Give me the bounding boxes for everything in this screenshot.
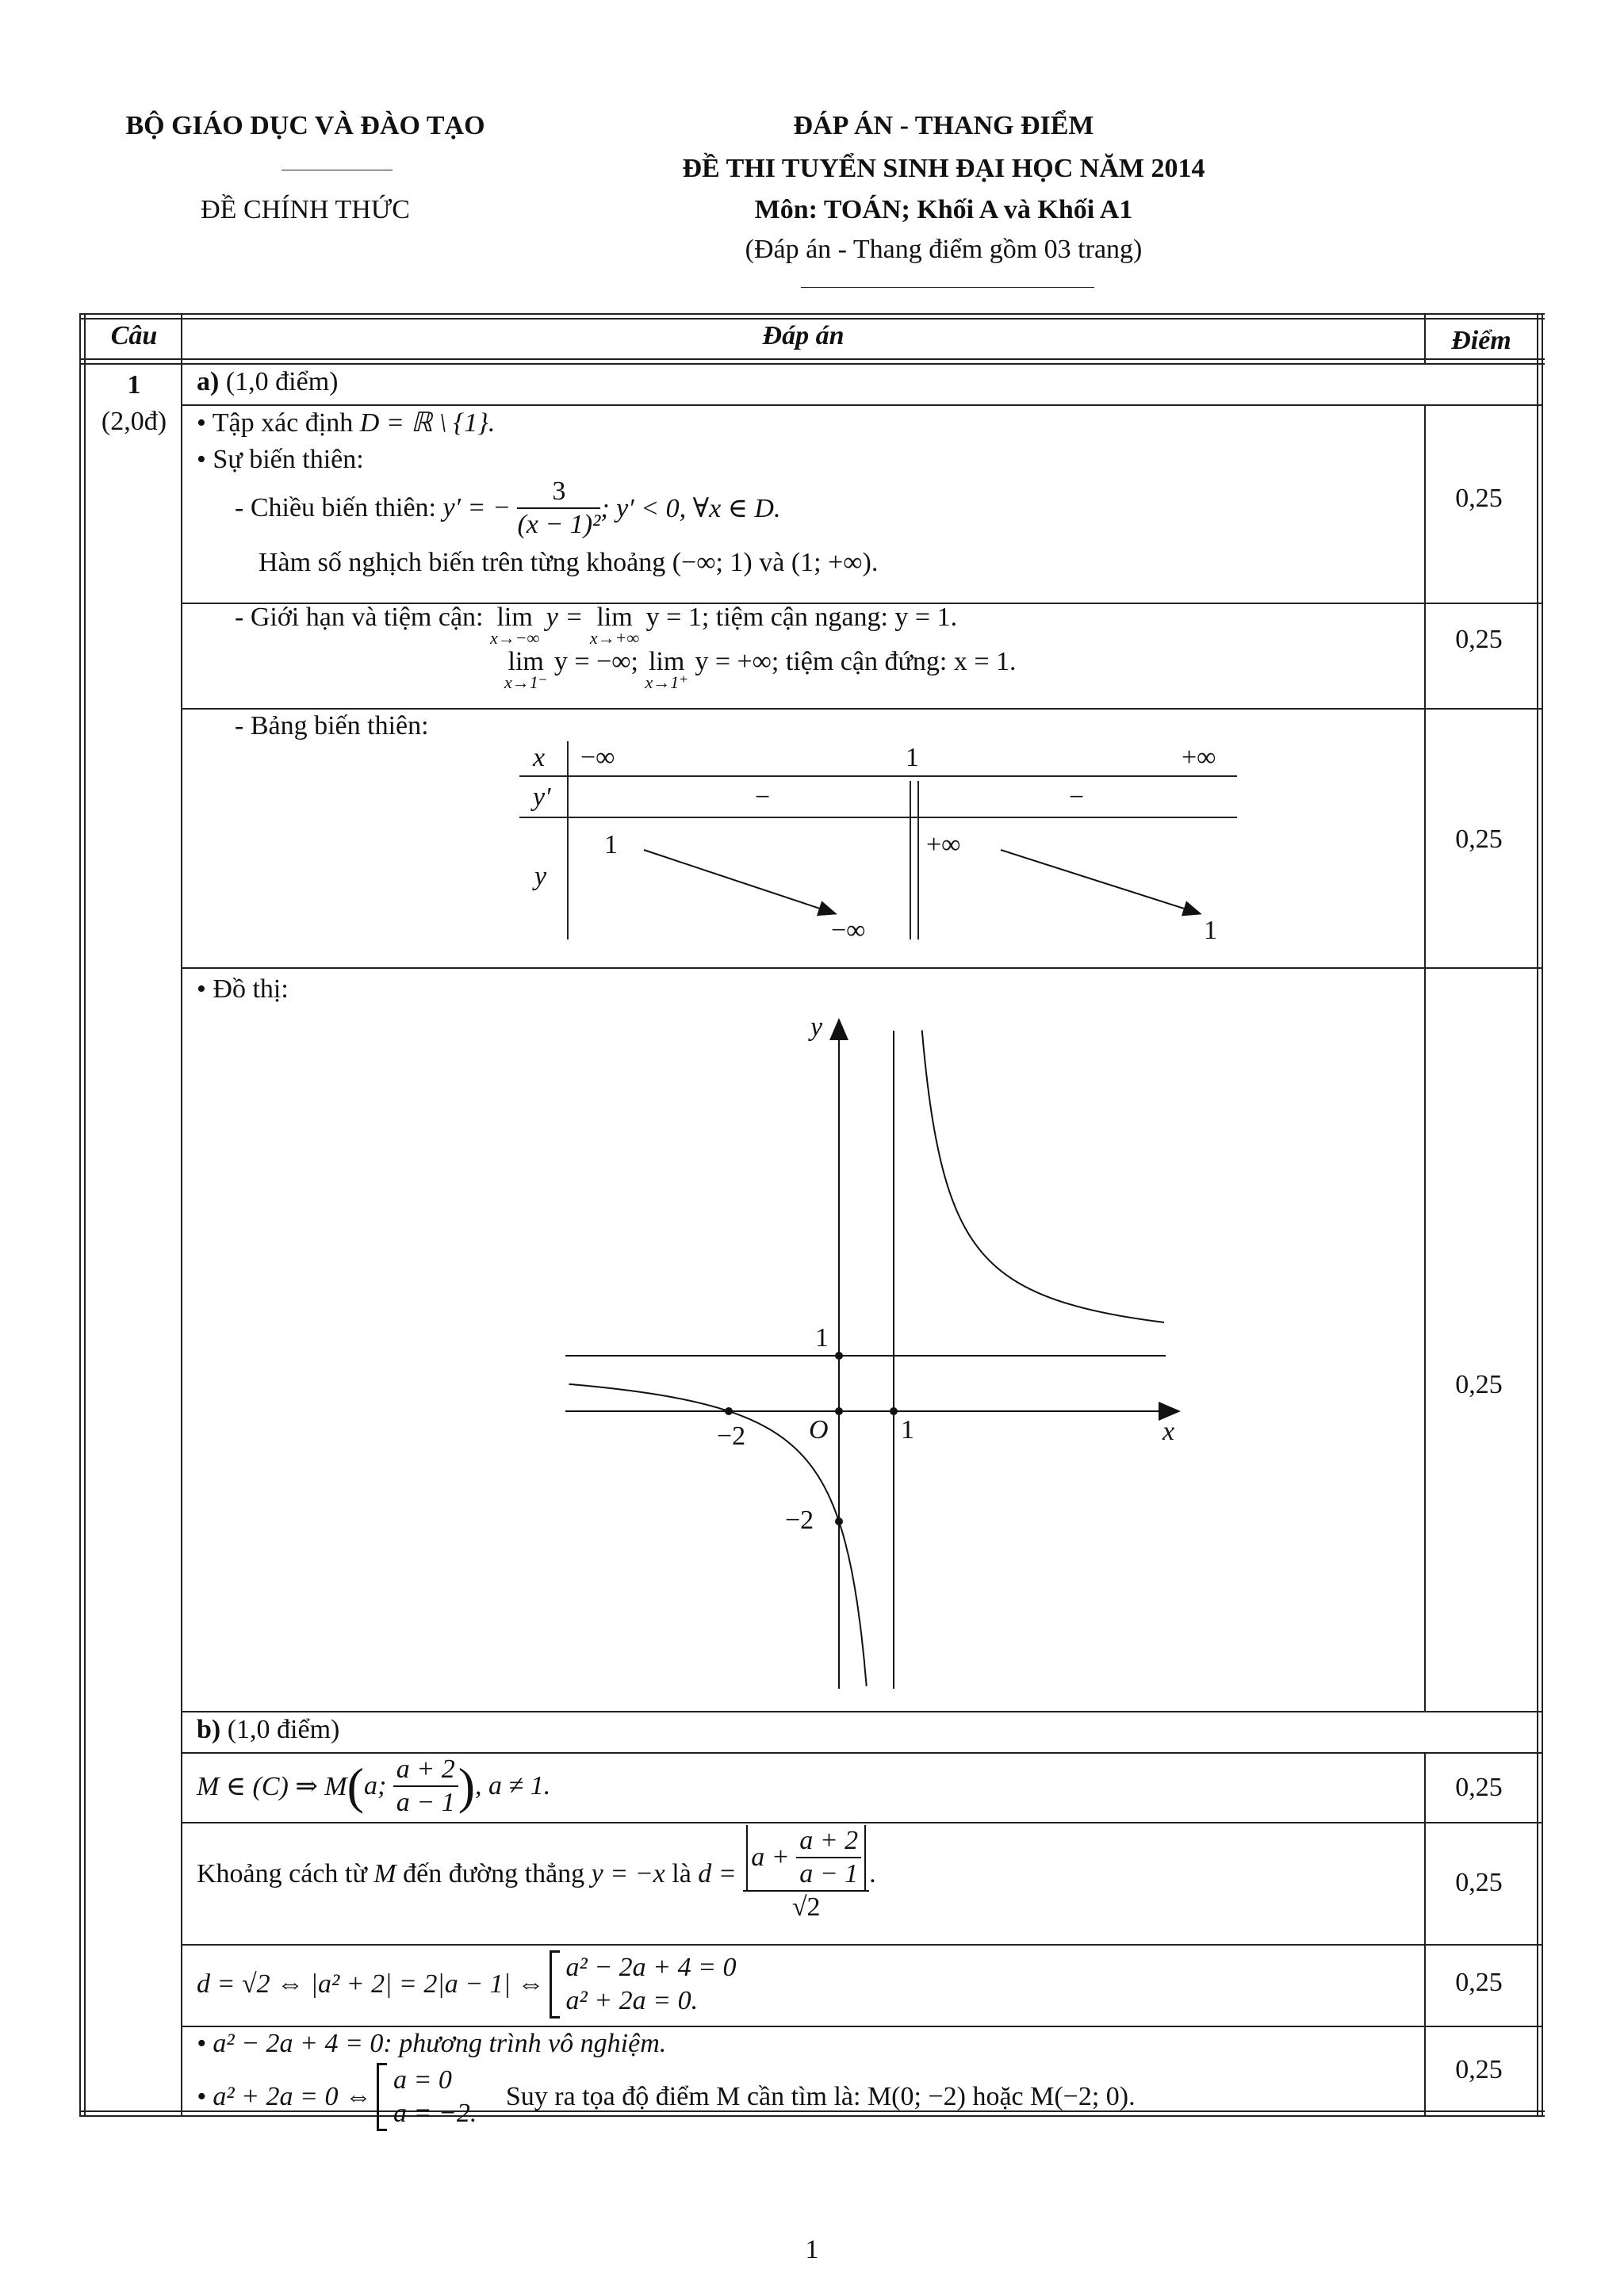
point-rest: , a ≠ 1.	[475, 1771, 551, 1800]
eq-cases	[566, 1951, 737, 2018]
point-x-one	[890, 1407, 898, 1415]
paren-close: )	[458, 1758, 476, 1814]
case1-text: • a² − 2a + 4 = 0: phương trình vô nghiệm.	[197, 2029, 667, 2058]
paren-open: (	[347, 1758, 364, 1814]
curve-branch-right	[922, 1030, 1164, 1322]
distance-inner-fraction	[796, 1825, 861, 1890]
abs-value	[746, 1825, 866, 1890]
point-on-curve-line	[197, 1754, 550, 1819]
conclusion-text: Suy ra tọa độ điểm M cần tìm là: M(0; −2) hoặc M(−2; 0).	[505, 2082, 1136, 2111]
graph-tick-y-neg2: −2	[785, 1506, 814, 1535]
case2-b: a = −2.	[393, 2099, 477, 2128]
vt-x-neg-inf: −∞	[580, 743, 615, 772]
vt-y-left-top: 1	[604, 830, 618, 859]
table-heading: - Bảng biến thiên:	[235, 711, 429, 740]
graph-x-label: x	[1162, 1417, 1175, 1446]
vt-yp-right: −	[1069, 783, 1085, 812]
lim2-rest: y = 1; tiệm cận ngang: y = 1.	[645, 603, 958, 632]
official-label: ĐỀ CHÍNH THỨC	[201, 195, 410, 224]
lim-word-4: lim	[648, 647, 685, 676]
point-a: a;	[363, 1771, 387, 1800]
question-number: 1	[127, 370, 141, 400]
part-a-label: a)	[197, 367, 220, 396]
distance-la: là	[672, 1859, 691, 1888]
question-points: (2,0đ)	[101, 407, 167, 436]
ministry-name: BỘ GIÁO DỤC VÀ ĐÀO TẠO	[125, 111, 485, 140]
vt-x-one: 1	[906, 743, 919, 772]
limits-text: - Giới hạn và tiệm cận:	[235, 603, 484, 632]
subject-line: Môn: TOÁN; Khối A và Khối A1	[754, 195, 1133, 224]
vt-y-right-top: +∞	[926, 830, 961, 859]
case2-bracket	[377, 2063, 387, 2131]
distance-period: .	[869, 1859, 876, 1888]
monotone-text: Hàm số nghịch biến trên từng khoảng (−∞; 1) và (1; +∞).	[259, 548, 879, 577]
lim-word-1: lim	[496, 603, 533, 632]
part-b-points: (1,0 điểm)	[227, 1715, 340, 1744]
distance-inner-den: a − 1	[799, 1859, 859, 1888]
lim-word-2: lim	[596, 603, 633, 632]
derivative-lhs: y′ = −	[442, 493, 511, 522]
lim1-sub: x→−∞	[490, 628, 540, 648]
direction-text: - Chiều biến thiên:	[235, 493, 437, 522]
lim3-rest: y = −∞;	[553, 647, 638, 676]
distance-line-eq: y = −x	[591, 1859, 665, 1888]
score-b4: 0,25	[1455, 2055, 1503, 2084]
case2-lhs: • a² + 2a = 0 ⇔	[197, 2082, 372, 2111]
exam-title: ĐỀ THI TUYỂN SINH ĐẠI HỌC NĂM 2014	[682, 154, 1205, 183]
variation-heading: • Sự biến thiên:	[197, 445, 364, 474]
graph-origin-label: O	[809, 1415, 829, 1445]
point-fraction	[393, 1754, 458, 1819]
distance-fraction	[743, 1825, 869, 1923]
case2-line	[197, 2063, 1136, 2131]
graph-y-label: y	[810, 1012, 823, 1042]
distance-numerator	[743, 1825, 869, 1892]
distance-line	[197, 1825, 876, 1923]
lim3-sub: x→1⁻	[504, 672, 548, 692]
col-header-question: Câu	[110, 321, 158, 350]
vt-y-label: y	[534, 862, 547, 891]
lim-word-3: lim	[508, 647, 544, 676]
point-num: a + 2	[393, 1754, 458, 1787]
score-a1: 0,25	[1455, 484, 1503, 513]
row-sep-5	[181, 1822, 1542, 1823]
point-lhs: M ∈ (C) ⇒ M	[197, 1772, 347, 1801]
col-header-score: Điểm	[1451, 326, 1511, 355]
score-a2: 0,25	[1455, 625, 1503, 654]
distance-text: Khoảng cách từ	[197, 1859, 367, 1888]
eq-case1: a² − 2a + 4 = 0	[565, 1953, 737, 1982]
eq-lhs: d = √2 ⇔ |a² + 2| = 2|a − 1| ⇔	[197, 1969, 545, 1999]
lim2-sub: x→+∞	[589, 628, 640, 648]
vt-x-label: x	[533, 743, 546, 772]
part-b-label: b)	[197, 1715, 221, 1744]
doc-title: ĐÁP ÁN - THANG ĐIỂM	[793, 111, 1094, 140]
vt-y-right-bottom: 1	[1204, 916, 1217, 945]
distance-d: d =	[698, 1859, 737, 1888]
case2-values	[393, 2064, 477, 2130]
derivative-num: 3	[517, 476, 600, 509]
point-origin	[835, 1407, 843, 1415]
row-sep-6	[181, 1944, 1542, 1946]
lim4-sub: x→1⁺	[645, 672, 688, 692]
graph-heading: • Đồ thị:	[197, 974, 289, 1004]
eq-bracket	[550, 1950, 560, 2019]
distance-M: M	[373, 1859, 396, 1888]
point-y-one	[835, 1352, 843, 1360]
domain-math: D = ℝ \ {1}.	[359, 408, 496, 438]
distance-mid: đến đường thẳng	[403, 1859, 585, 1888]
point-x-neg2	[725, 1407, 733, 1415]
graph-tick-x-neg2: −2	[717, 1422, 746, 1451]
vt-yp-label: y′	[533, 783, 551, 812]
page-number: 1	[805, 2235, 819, 2264]
vt-yp-left: −	[755, 783, 771, 812]
domain-text: • Tập xác định	[197, 408, 354, 438]
score-b2: 0,25	[1455, 1868, 1503, 1897]
point-den: a − 1	[396, 1788, 455, 1817]
score-a4: 0,25	[1455, 1370, 1503, 1399]
score-a3: 0,25	[1455, 825, 1503, 854]
lim4-rest: y = +∞; tiệm cận đứng: x = 1.	[695, 647, 1017, 676]
vt-y-left-bottom: −∞	[831, 916, 866, 945]
derivative-rest: ; y′ < 0, ∀x ∈ D.	[600, 494, 781, 523]
eq-case2: a² + 2a = 0.	[565, 1986, 699, 2015]
case2-a: a = 0	[393, 2065, 452, 2095]
distance-den: √2	[791, 1892, 821, 1922]
distance-inner-a: a +	[751, 1843, 790, 1872]
equation-line	[197, 1950, 737, 2019]
col-header-answer: Đáp án	[762, 321, 845, 350]
vt-x-pos-inf: +∞	[1182, 743, 1216, 772]
graph-tick-y-one: 1	[815, 1323, 829, 1353]
distance-inner-num: a + 2	[796, 1825, 861, 1858]
point-y-neg2	[835, 1517, 843, 1525]
graph-tick-x-one: 1	[901, 1415, 914, 1445]
pages-note: (Đáp án - Thang điểm gồm 03 trang)	[745, 235, 1143, 264]
derivative-den: (x − 1)²	[517, 510, 601, 539]
score-b1: 0,25	[1455, 1773, 1503, 1802]
lim1-mid: y =	[546, 603, 584, 632]
row-sep-7	[181, 2026, 1542, 2027]
score-b3: 0,25	[1455, 1968, 1503, 1997]
part-b-title	[197, 1714, 339, 1746]
part-a-points: (1,0 điểm)	[225, 367, 339, 396]
